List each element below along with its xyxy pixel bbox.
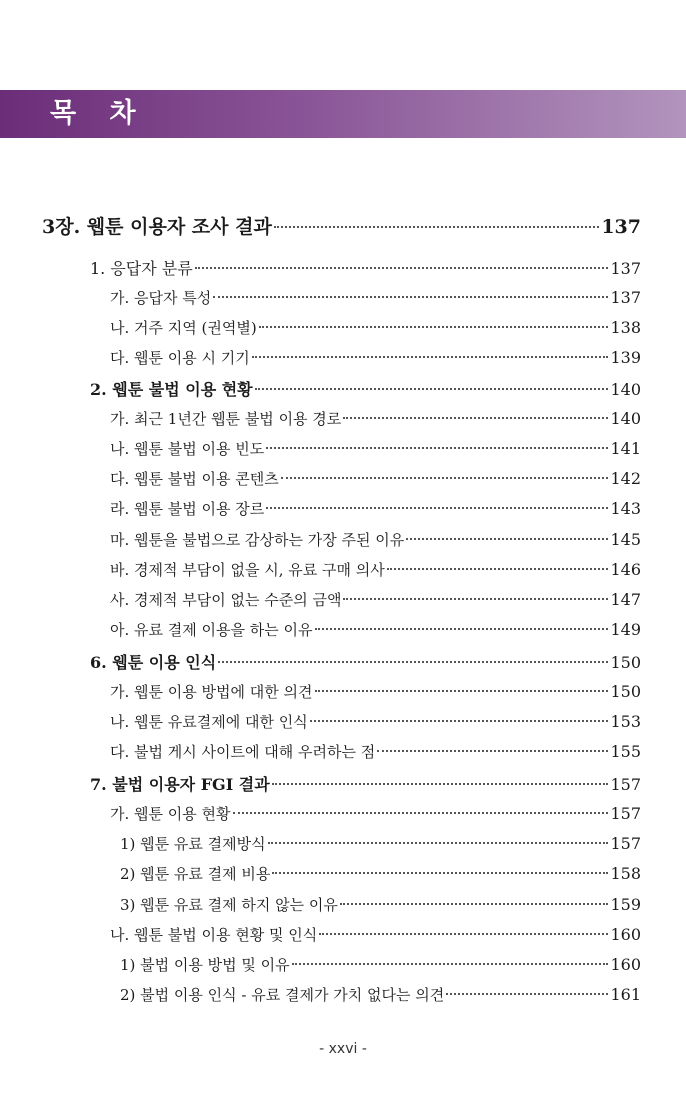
toc-entry-title: 마. 웹툰을 불법으로 감상하는 가장 주된 이유 xyxy=(110,531,405,549)
toc-section[interactable] xyxy=(90,377,641,400)
toc-entry-title: 1) 웹툰 유료 결제방식 xyxy=(120,835,266,853)
toc-page-number: 157 xyxy=(610,834,641,853)
toc-page-number: 150 xyxy=(610,653,641,672)
toc-leader-dots xyxy=(252,355,609,358)
toc-page-number: 139 xyxy=(610,348,641,367)
toc-leader-dots xyxy=(272,871,608,874)
toc-page-number: 160 xyxy=(610,955,641,974)
toc-leader-dots xyxy=(195,266,609,269)
toc-entry-title: 라. 웹툰 불법 이용 장르 xyxy=(110,500,265,518)
toc-entry-title: 사. 경제적 부담이 없는 수준의 금액 xyxy=(110,591,342,609)
toc-page-number: 150 xyxy=(610,682,641,701)
toc-page-number: 140 xyxy=(610,380,641,399)
toc-leader-dots xyxy=(343,597,608,600)
toc-chapter[interactable] xyxy=(42,212,641,239)
toc-leader-dots xyxy=(281,476,609,479)
toc-entry-title: 2) 웹툰 유료 결제 비용 xyxy=(120,865,271,883)
toc-subsection[interactable] xyxy=(110,408,641,429)
toc-item[interactable] xyxy=(120,863,641,884)
toc-leader-dots xyxy=(255,387,609,390)
toc-leader-dots xyxy=(310,719,609,722)
toc-entry-title: 3) 웹툰 유료 결제 하지 않는 이유 xyxy=(120,896,338,914)
toc-item[interactable] xyxy=(120,894,641,915)
toc-subsection[interactable] xyxy=(110,741,641,762)
toc-leader-dots xyxy=(319,932,608,935)
toc-entry-title: 바. 경제적 부담이 없을 시, 유료 구매 의사 xyxy=(110,561,385,579)
toc-entry-title: 2. 웹툰 불법 이용 현황 xyxy=(90,380,253,399)
toc-entry-title: 6. 웹툰 이용 인식 xyxy=(90,653,217,672)
toc-page-number: 157 xyxy=(610,775,641,794)
toc-subsection[interactable] xyxy=(110,619,641,640)
toc-page-number: 145 xyxy=(610,530,641,549)
toc-page-number: 137 xyxy=(610,288,641,307)
toc-leader-dots xyxy=(292,962,609,965)
toc-page-number: 159 xyxy=(610,895,641,914)
toc-subsection[interactable] xyxy=(110,468,641,489)
toc-item[interactable] xyxy=(120,833,641,854)
toc-leader-dots xyxy=(340,902,609,905)
toc-section[interactable] xyxy=(90,772,641,795)
toc-page-number: 142 xyxy=(610,469,641,488)
toc-section[interactable] xyxy=(90,256,641,279)
toc-subsection[interactable] xyxy=(110,317,641,338)
toc-page-number: 137 xyxy=(610,259,641,278)
toc-section[interactable] xyxy=(90,650,641,673)
toc-page-number: 153 xyxy=(610,712,641,731)
toc-subsection[interactable] xyxy=(110,529,641,550)
toc-subsection[interactable] xyxy=(110,438,641,459)
page-title: 목 차 xyxy=(50,98,148,129)
toc-subsection[interactable] xyxy=(110,803,641,824)
toc-entry-title: 1. 응답자 분류 xyxy=(90,259,193,278)
toc-entry-title: 아. 유료 결제 이용을 하는 이유 xyxy=(110,621,313,639)
toc-page-number: 149 xyxy=(610,620,641,639)
toc-leader-dots xyxy=(387,567,609,570)
toc-entry-title: 1) 불법 이용 방법 및 이유 xyxy=(120,956,290,974)
toc-leader-dots xyxy=(315,689,609,692)
toc-subsection[interactable] xyxy=(110,589,641,610)
toc-page-number: 143 xyxy=(610,499,641,518)
toc-leader-dots xyxy=(259,325,609,328)
toc-page-number: 138 xyxy=(610,318,641,337)
toc-page-number: 146 xyxy=(610,560,641,579)
toc-entry-title: 가. 웹툰 이용 방법에 대한 의견 xyxy=(110,683,313,701)
toc-entry-title: 2) 불법 이용 인식 - 유료 결제가 가치 없다는 의견 xyxy=(120,986,445,1004)
toc-page-number: 140 xyxy=(610,409,641,428)
toc-leader-dots xyxy=(233,811,609,814)
toc-subsection[interactable] xyxy=(110,347,641,368)
toc-page-number: 141 xyxy=(610,439,641,458)
toc-entry-title: 7. 불법 이용자 FGI 결과 xyxy=(90,775,270,794)
toc-entry-title: 나. 거주 지역 (권역별) xyxy=(110,319,257,337)
toc-page-number: 155 xyxy=(610,742,641,761)
toc-page-number: 147 xyxy=(610,590,641,609)
toc-leader-dots xyxy=(272,782,609,785)
toc-page-number: 160 xyxy=(610,925,641,944)
toc-leader-dots xyxy=(406,537,608,540)
toc-entry-title: 다. 웹툰 불법 이용 콘텐츠 xyxy=(110,470,279,488)
toc-page-number: 161 xyxy=(610,985,641,1004)
toc-subsection[interactable] xyxy=(110,559,641,580)
toc-leader-dots xyxy=(446,992,608,995)
toc-item[interactable] xyxy=(120,984,641,1005)
toc-leader-dots xyxy=(266,446,608,449)
toc-entry-title: 다. 불법 게시 사이트에 대해 우려하는 점 xyxy=(110,743,376,761)
toc-leader-dots xyxy=(377,749,608,752)
toc-entry-title: 가. 응답자 특성 xyxy=(110,289,212,307)
toc-subsection[interactable] xyxy=(110,287,641,308)
toc-page-number: 158 xyxy=(610,864,641,883)
toc-leader-dots xyxy=(213,295,608,298)
header-band xyxy=(0,90,686,138)
toc-leader-dots xyxy=(343,416,608,419)
toc-entry-title: 나. 웹툰 유료결제에 대한 인식 xyxy=(110,713,308,731)
toc-entry-title: 가. 웹툰 이용 현황 xyxy=(110,805,231,823)
toc-subsection[interactable] xyxy=(110,711,641,732)
toc-entry-title: 다. 웹툰 이용 시 기기 xyxy=(110,349,250,367)
toc-entry-title: 가. 최근 1년간 웹툰 불법 이용 경로 xyxy=(110,410,342,428)
toc-page-number: 157 xyxy=(610,804,641,823)
toc-leader-dots xyxy=(274,225,599,228)
toc-subsection[interactable] xyxy=(110,924,641,945)
toc-leader-dots xyxy=(266,506,608,509)
toc-item[interactable] xyxy=(120,954,641,975)
toc-subsection[interactable] xyxy=(110,681,641,702)
toc-entry-title: 나. 웹툰 불법 이용 현황 및 인식 xyxy=(110,926,318,944)
toc-entry-title: 나. 웹툰 불법 이용 빈도 xyxy=(110,440,265,458)
toc-leader-dots xyxy=(315,627,609,630)
toc-entry-title: 3장. 웹툰 이용자 조사 결과 xyxy=(42,216,272,238)
toc-subsection[interactable] xyxy=(110,498,641,519)
toc-leader-dots xyxy=(268,841,609,844)
toc-page-number: 137 xyxy=(601,216,641,238)
toc-leader-dots xyxy=(218,660,608,663)
page-number-footer: - xxvi - xyxy=(319,1041,367,1057)
